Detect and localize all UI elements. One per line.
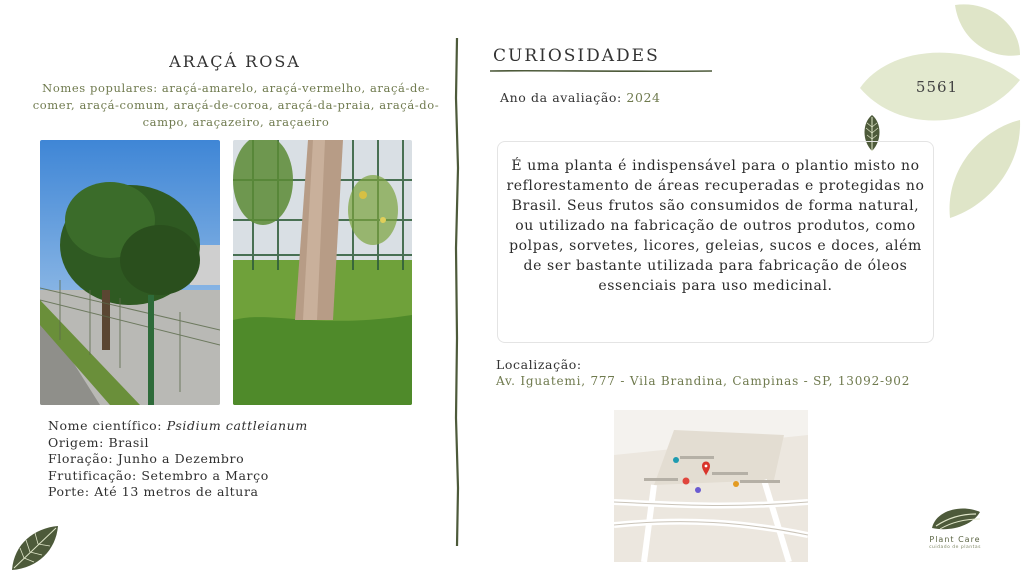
scientific-name: Nome científico: Psidium cattleianum	[48, 418, 308, 433]
origin: Origem: Brasil	[48, 434, 150, 450]
location-map[interactable]	[614, 410, 808, 562]
column-divider	[452, 38, 462, 546]
location-address[interactable]: Av. Iguatemi, 777 - Vila Brandina, Campinas - SP, 13092-902	[496, 374, 911, 388]
brand-name: Plant Care	[929, 535, 981, 544]
brand-tagline: cuidado de plantas	[929, 545, 981, 550]
popular-names: Nomes populares: araçá-amarelo, araçá-vermelho, araçá-de-comer, araçá-comum, araçá-de-coroa, araçá-da-praia, araçá-do-campo, araçazeiro, araçaeiro	[32, 81, 440, 129]
tree-photo	[40, 140, 220, 405]
plant-title: ARAÇÁ ROSA	[169, 52, 301, 71]
trunk-photo	[233, 140, 412, 405]
section-title: CURIOSIDADES	[493, 46, 660, 66]
plant-facts	[48, 418, 448, 501]
curiosity-text: É uma planta é indispensável para o plantio misto no reflorestamento de áreas recuperadas e protegidas no Brasil. Seus frutos são consumidos de forma natural, ou utilizado na fabricação de outros produtos, como polpas, sorvetes, licores, geleias, sucos e doces, além de ser bastante utilizada para fabricação de óleos essenciais para uso medicinal.	[506, 158, 925, 294]
plant-code: 5561	[915, 78, 959, 96]
plant-size: Porte: Até 13 metros de altura	[48, 484, 259, 499]
location-label: Localização:	[496, 357, 582, 372]
flowering: Floração: Junho a Dezembro	[48, 451, 245, 466]
fruiting: Frutificação: Setembro a Março	[48, 467, 269, 483]
evaluation-year: Ano da avaliação: 2024	[500, 90, 661, 105]
title-underline	[490, 68, 712, 74]
leaf-icon	[8, 522, 60, 574]
